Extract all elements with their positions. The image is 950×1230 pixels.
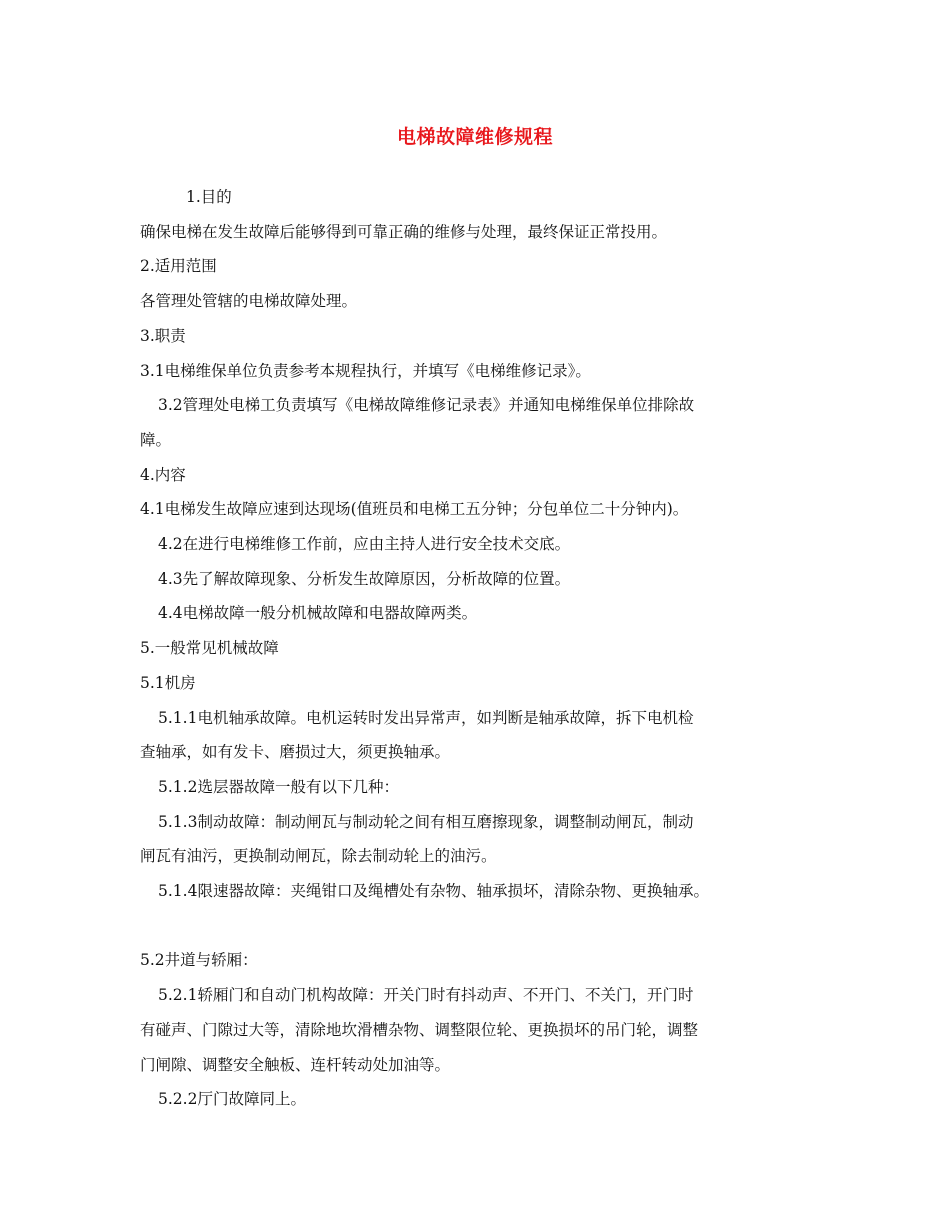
section-heading-scope: 2.适用范围 — [140, 257, 217, 276]
paragraph-line: 5.2.2厅门故障同上。 — [158, 1090, 306, 1109]
subsection-heading-shaft-and-car: 5.2井道与轿厢： — [140, 951, 258, 970]
blank-line — [140, 909, 820, 944]
section-heading-purpose: 1.目的 — [186, 188, 232, 206]
paragraph-line: 5.1.1电机轴承故障。电机运转时发出异常声，如判断是轴承故障，拆下电机检 — [158, 708, 694, 727]
paragraph-line: 4.2在进行电梯维修工作前，应由主持人进行安全技术交底。 — [158, 535, 571, 554]
paragraph-line: 5.1.4限速器故障：夹绳钳口及绳槽处有杂物、轴承损坏，清除杂物、更换轴承。 — [158, 882, 709, 901]
paragraph-line: 查轴承，如有发卡、磨损过大，须更换轴承。 — [140, 743, 451, 762]
paragraph-line: 闸瓦有油污，更换制动闸瓦，除去制动轮上的油污。 — [140, 847, 497, 866]
paragraph-line: 4.4电梯故障一般分机械故障和电器故障两类。 — [158, 604, 478, 623]
paragraph-line: 5.1.2选层器故障一般有以下几种： — [158, 777, 399, 796]
paragraph-line: 4.1电梯发生故障应速到达现场(值班员和电梯工五分钟；分包单位二十分钟内)。 — [140, 500, 689, 519]
paragraph-line: 3.2管理处电梯工负责填写《电梯故障维修记录表》并通知电梯维保单位排除故 — [158, 396, 695, 415]
paragraph-line: 障。 — [140, 430, 172, 449]
paragraph-line: 有碰声、门隙过大等，清除地坎滑槽杂物、调整限位轮、更换损坏的吊门轮，调整 — [140, 1020, 699, 1039]
paragraph-line: 确保电梯在发生故障后能够得到可靠正确的维修与处理，最终保证正常投用。 — [140, 222, 668, 241]
paragraph-line: 5.2.1轿厢门和自动门机构故障：开关门时有抖动声、不开门、不关门，开门时 — [158, 986, 694, 1005]
paragraph-line: 5.1.3制动故障：制动闸瓦与制动轮之间有相互磨擦现象，调整制动闸瓦，制动 — [158, 812, 694, 831]
paragraph-line: 各管理处管辖的电梯故障处理。 — [140, 292, 358, 311]
paragraph-line: 4.3先了解故障现象、分析发生故障原因，分析故障的位置。 — [158, 569, 571, 588]
subsection-heading-machine-room: 5.1机房 — [140, 673, 196, 692]
document-title: 电梯故障维修规程 — [396, 126, 553, 148]
section-heading-mechanical-faults: 5.一般常见机械故障 — [140, 639, 279, 658]
document-body — [140, 180, 820, 1117]
paragraph-line: 门闸隙、调整安全触板、连杆转动处加油等。 — [140, 1055, 451, 1074]
section-heading-duties: 3.职责 — [140, 326, 186, 345]
section-heading-content: 4.内容 — [140, 465, 186, 484]
paragraph-line: 3.1电梯维保单位负责参考本规程执行，并填写《电梯维修记录》。 — [140, 361, 591, 380]
